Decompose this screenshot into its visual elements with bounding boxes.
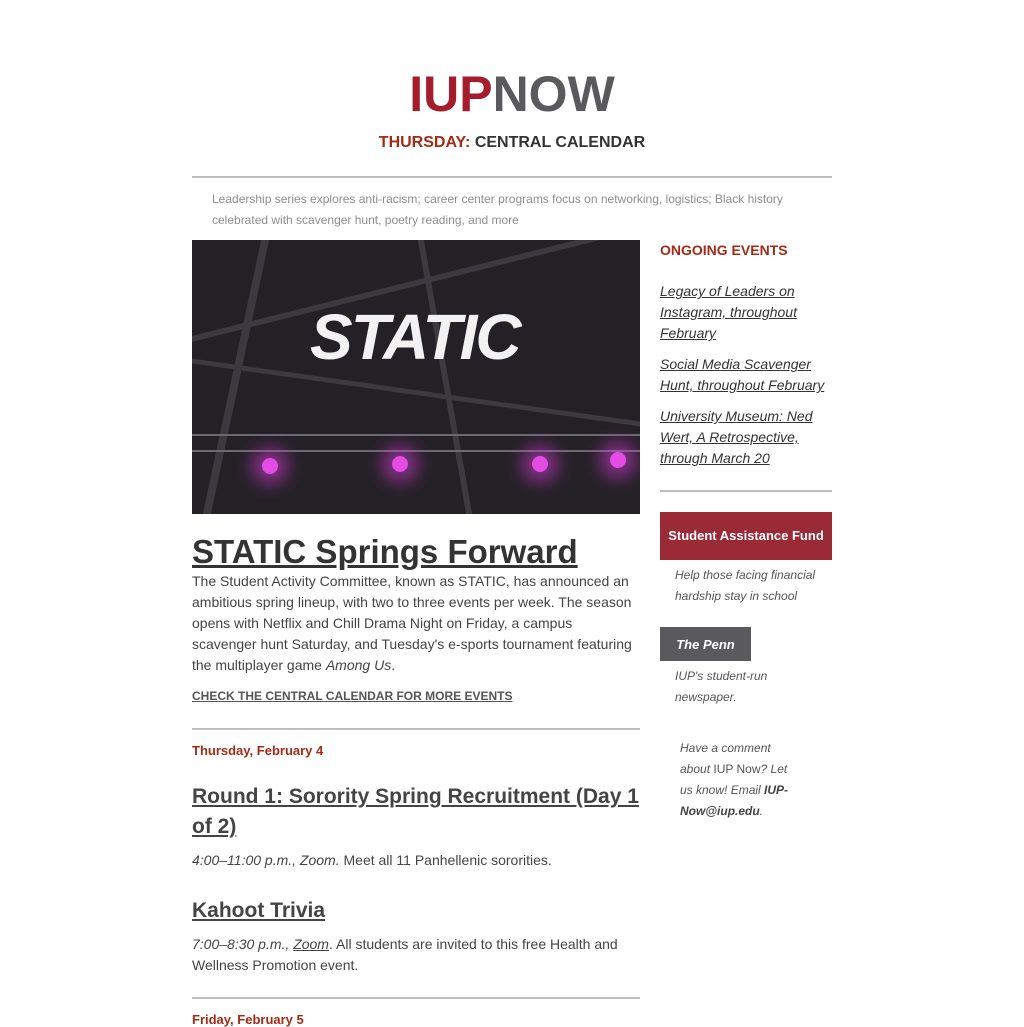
story-body-game-title: Among Us: [325, 657, 392, 673]
story-title-link[interactable]: STATIC Springs Forward: [192, 533, 578, 570]
event-desc-text: Meet all 11 Panhellenic sororities.: [339, 852, 552, 868]
section-divider: [192, 728, 640, 730]
ongoing-events-heading: ONGOING EVENTS: [660, 242, 788, 258]
event-time-place: 4:00–11:00 p.m., Zoom.: [192, 852, 340, 868]
ongoing-event-link[interactable]: Social Media Scavenger Hunt, throughout February: [660, 356, 825, 393]
comment-publication: IUP Now: [713, 762, 761, 776]
issue-summary: Leadership series explores anti-racism; career center programs focus on networking, logistics; Black history celebrated with scavenger hunt, poetry reading, and more: [212, 192, 783, 227]
comment-text: Have a comment about: [680, 741, 771, 776]
date-heading: Thursday, February 4: [192, 743, 324, 758]
story-body-text: The Student Activity Committee, known as STATIC, has announced an ambitious spring lineup, with two to three events per week. The season opens with Netflix and Chill Drama Night on Friday, a campus scavenger hunt Saturday, and Tuesday's e-sports tournament featuring the multiplayer game: [192, 573, 632, 673]
event-title-link[interactable]: Round 1: Sorority Spring Recruitment (Day 1 of 2): [192, 785, 639, 838]
zoom-link[interactable]: Zoom: [293, 936, 329, 952]
comment-email-link[interactable]: IUP-Now@iup.edu: [680, 783, 789, 818]
event-description: [192, 934, 640, 976]
header-divider: [192, 176, 832, 178]
event-title-link[interactable]: Kahoot Trivia: [192, 899, 326, 922]
story-body: [192, 571, 640, 676]
stage-light: [610, 452, 626, 468]
saf-description: Help those facing financial hardship stay in school: [675, 568, 816, 603]
section-divider: [192, 997, 640, 999]
stage-light: [262, 458, 278, 474]
logo-part-iup: IUP: [409, 66, 493, 122]
logo-part-now: NOW: [492, 66, 615, 122]
story-body-end: .: [391, 657, 396, 673]
main-column: [192, 240, 640, 1027]
comment-text: .: [759, 804, 764, 818]
issue-dayline: [192, 134, 832, 152]
event-description: [192, 850, 640, 871]
central-calendar-link[interactable]: CHECK THE CENTRAL CALENDAR FOR MORE EVENTS: [192, 689, 513, 703]
iup-now-logo[interactable]: [192, 68, 832, 120]
event-time: 7:00–8:30 p.m.,: [192, 936, 294, 952]
static-logo: STATIC: [310, 301, 520, 373]
day-label: THURSDAY:: [378, 134, 471, 151]
stage-light: [392, 456, 408, 472]
stage-beam: [203, 240, 269, 514]
student-assistance-fund-button[interactable]: Student Assistance Fund: [660, 512, 832, 560]
sidebar-divider: [660, 490, 832, 492]
static-hero-image[interactable]: [192, 240, 640, 514]
date-heading: Friday, February 5: [192, 1012, 304, 1027]
comment-text: ? Let us know! Email: [680, 762, 788, 797]
section-label: CENTRAL CALENDAR: [474, 134, 646, 151]
comment-note: [680, 738, 800, 822]
ongoing-event-link[interactable]: University Museum: Ned Wert, A Retrospective, through March 20: [660, 408, 813, 466]
ongoing-event-link[interactable]: Legacy of Leaders on Instagram, throughout February: [660, 283, 797, 341]
the-penn-button[interactable]: The Penn: [660, 627, 751, 661]
event-desc-text: . All students are invited to this free Health and Wellness Promotion event.: [192, 936, 618, 973]
lighting-truss: [192, 434, 640, 452]
stage-light: [532, 456, 548, 472]
penn-description: IUP's student-run newspaper.: [675, 669, 768, 704]
